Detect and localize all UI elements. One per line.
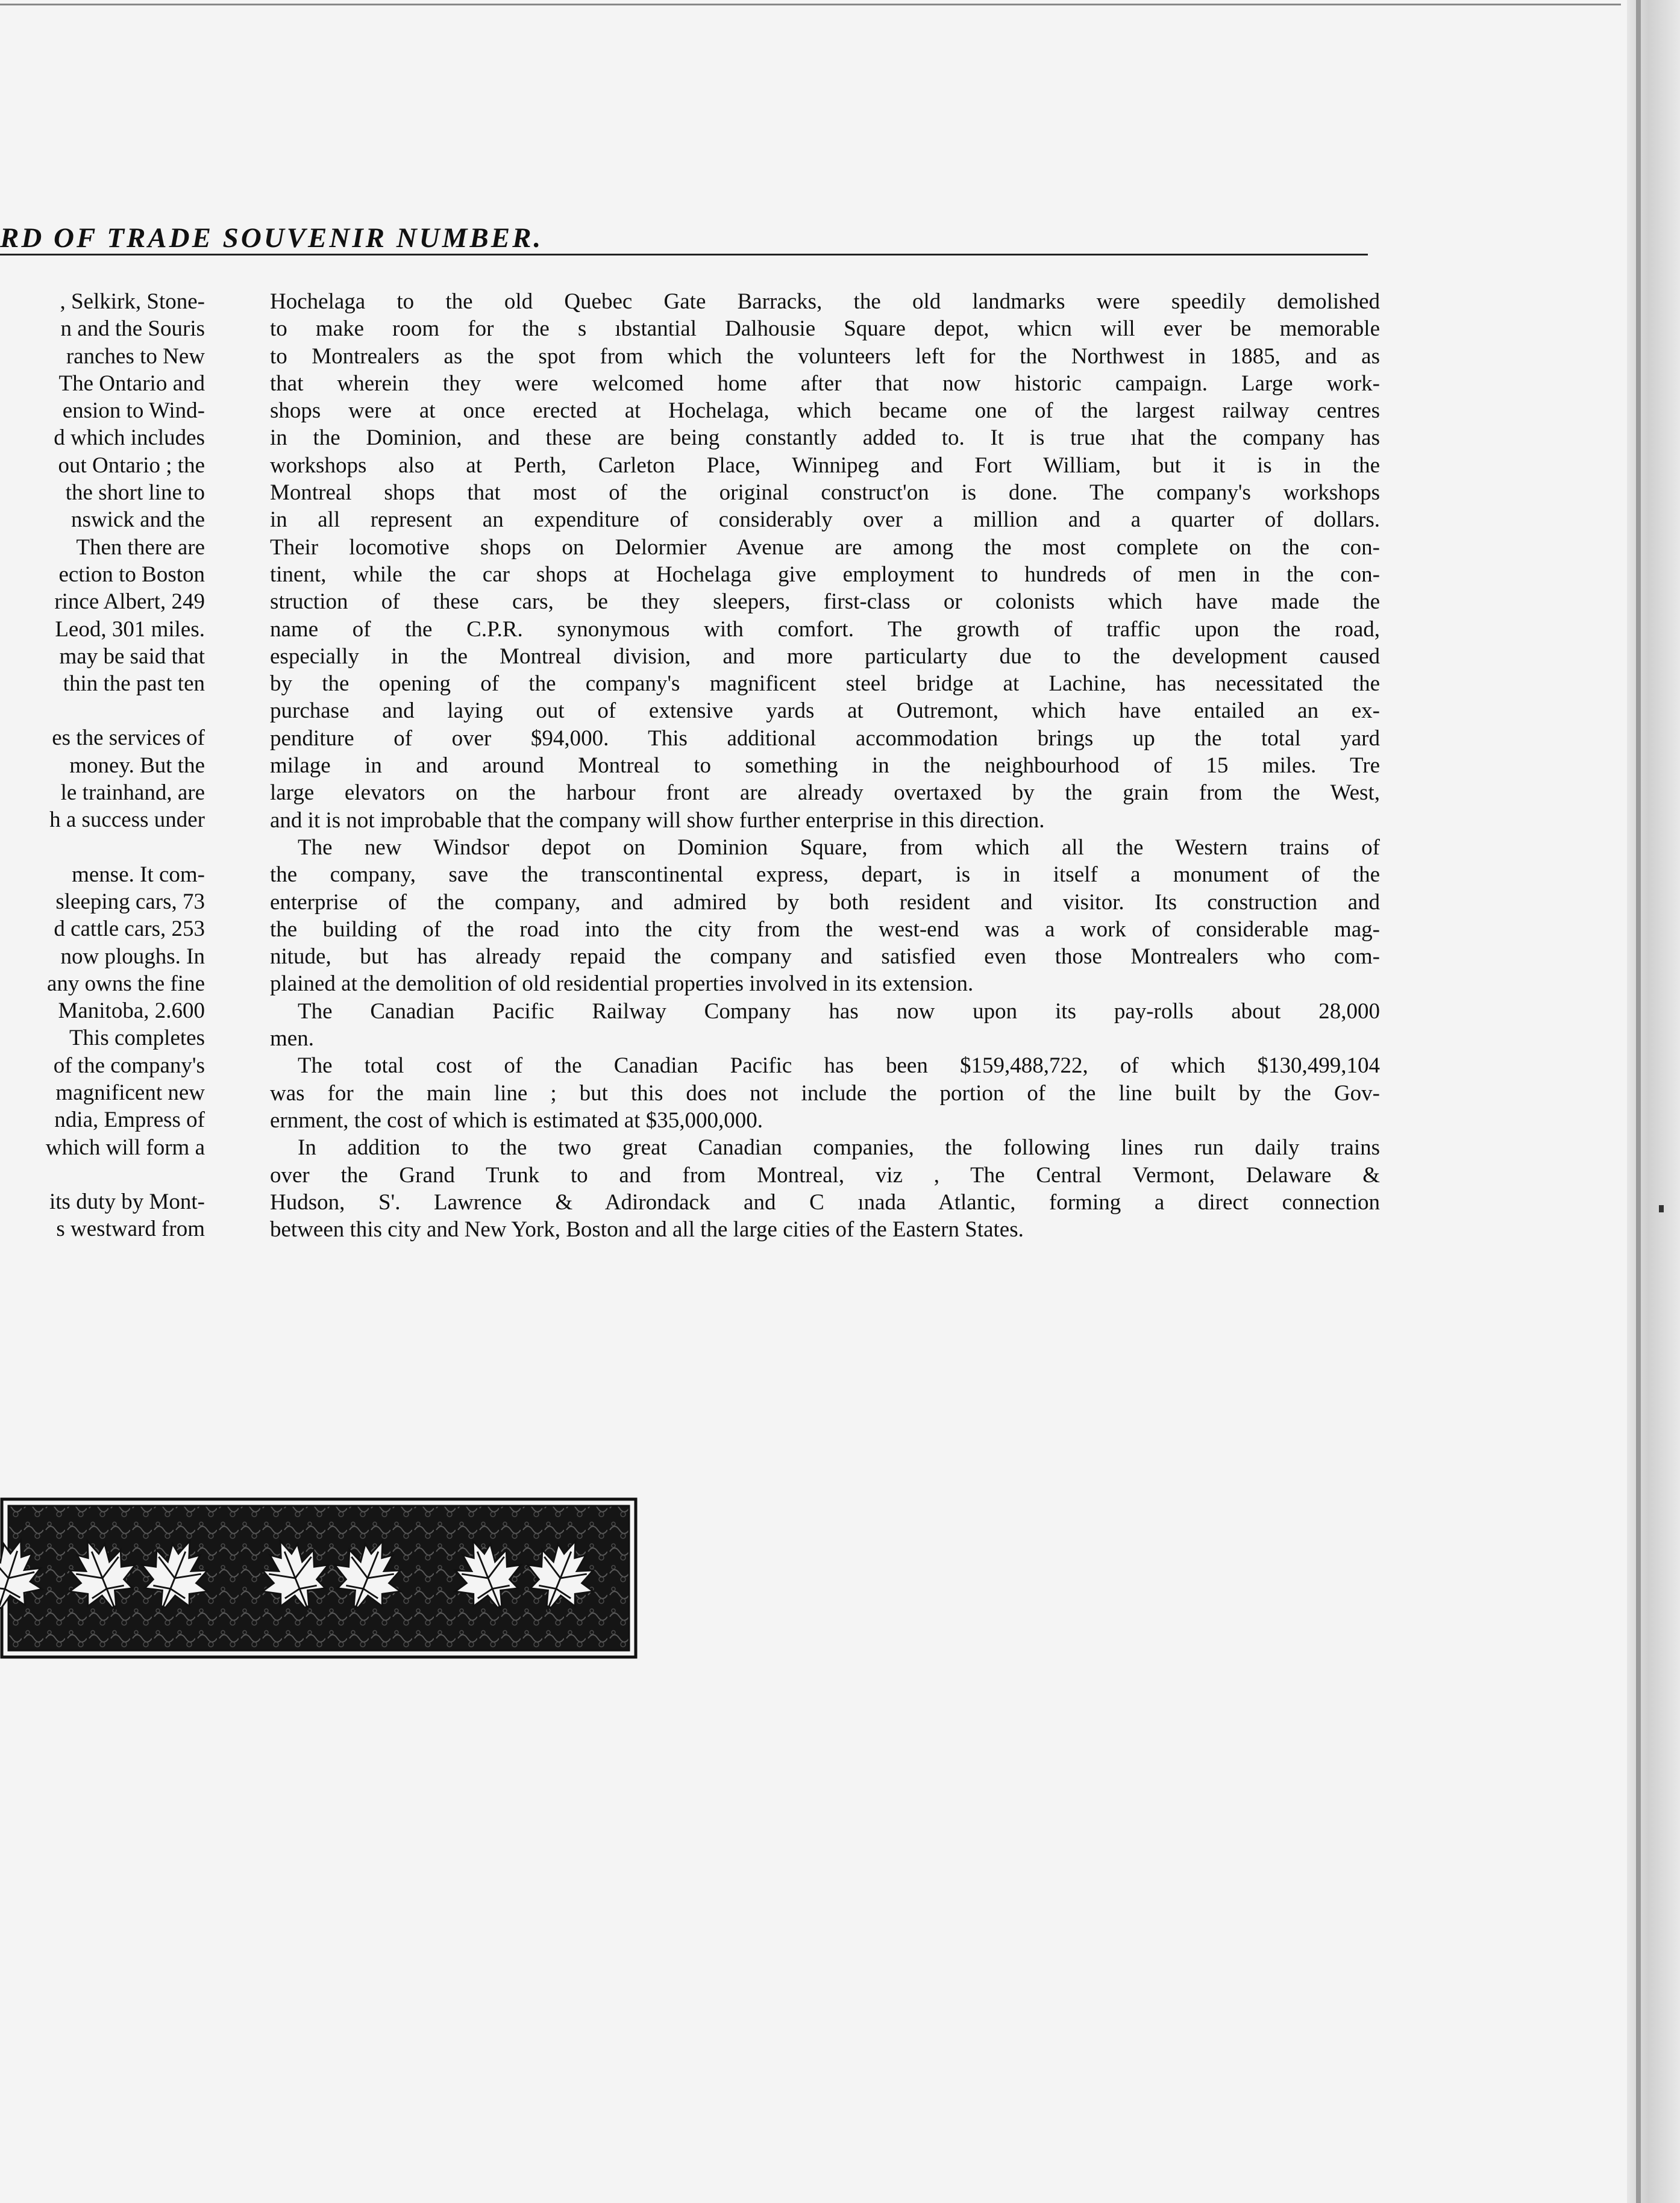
maple-leaf-ornament-banner [0,1497,639,1659]
left-column-line: may be said that [59,644,205,669]
left-column-line: ndia, Empress of [54,1108,205,1133]
left-column-line: sleeping cars, 73 [55,889,205,914]
left-column-line: s westward from [56,1217,205,1242]
right-column-line: plained at the demolition of old residential properties involved in its extension. [270,971,974,997]
right-column-line: The total cost of the Canadian Pacific has been $159,488,722, of which $130,499,104 [298,1053,1380,1079]
left-column-line: ection to Boston [58,562,205,587]
right-column-line: and it is not improbable that the company will show further enterprise in this direction. [270,807,1045,833]
left-column-line: ension to Wind- [62,398,205,424]
left-column-line: its duty by Mont- [49,1189,205,1214]
left-column-line: which will form a [45,1135,205,1160]
left-column-line: rince Albert, 249 [54,589,205,615]
page-edge-shadow [1627,0,1680,2203]
left-column-line: le trainhand, are [60,780,205,806]
right-column-line: Hudson, S'. Lawrence & Adirondack and C ınada Atlantic, forming a direct connection [270,1189,1380,1215]
right-column-line: milage in and around Montreal to something in the neighbourhood of 15 miles. Tre [270,753,1380,779]
right-column-line: Their locomotive shops on Delormier Avenue are among the most complete on the con- [270,534,1380,560]
right-column-line: shops were at once erected at Hochelaga, which became one of the largest railway centres [270,398,1380,424]
left-column-text [0,288,205,1243]
right-column-line: Montreal shops that most of the original construct'on is done. The company's workshops [270,480,1380,506]
left-column-line: money. But the [69,753,205,778]
header-rule [0,254,1368,255]
left-column-line: nswick and the [71,507,205,533]
right-column-line: ernment, the cost of which is estimated at $35,000,000. [270,1108,763,1133]
left-column-line: This completes [69,1026,205,1051]
right-column-line: struction of these cars, be they sleepers, first-class or colonists which have made the [270,589,1380,615]
running-head: RD OF TRADE SOUVENIR NUMBER. [0,222,544,254]
right-column-line: the company, save the transcontinental express, depart, is in itself a monument of the [270,862,1380,888]
left-column-line: h a success under [49,807,205,833]
paragraph-gap [0,834,205,861]
right-column-line: the building of the road into the city from the west-end was a work of considerable mag- [270,917,1380,942]
right-column-line: The new Windsor depot on Dominion Square, from which all the Western trains of [298,835,1380,860]
left-column-line: the short line to [65,480,205,506]
right-column-line: to Montrealers as the spot from which the volunteers left for the Northwest in 1885, and as [270,343,1380,369]
right-column-line: penditure of over $94,000. This additional accommodation brings up the total yard [270,725,1380,751]
right-column-line: Hochelaga to the old Quebec Gate Barracks, the old landmarks were speedily demolished [270,289,1380,314]
right-column-line: men. [270,1026,314,1051]
right-column-line: in all represent an expenditure of considerably over a million and a quarter of dollars. [270,507,1380,533]
left-column-line: any owns the fine [46,971,205,996]
left-column-line: es the services of [52,725,205,751]
left-column-line: d cattle cars, 253 [54,917,205,942]
page-binding-edge [1636,0,1641,2203]
right-column-line: by the opening of the company's magnificent steel bridge at Lachine, has necessitated the [270,671,1380,697]
right-column-line: to make room for the s ıbstantial Dalhousie Square depot, whicn will ever be memorable [270,316,1380,342]
left-column-line: , Selkirk, Stone- [60,289,205,314]
right-column-text [270,288,1380,1243]
right-column-line: large elevators on the harbour front are already overtaxed by the grain from the West, [270,780,1380,806]
left-column-line: Then there are [76,534,205,560]
left-column-line: out Ontario ; the [58,453,205,478]
right-column-line: purchase and laying out of extensive yards at Outremont, which have entailed an ex- [270,698,1380,724]
right-column-line: name of the C.P.R. synonymous with comfort. The growth of traffic upon the road, [270,616,1380,642]
left-column-line: of the company's [53,1053,205,1078]
left-column-line: mense. It com- [72,862,205,887]
left-column-line: d which includes [54,425,205,451]
right-column-line: was for the main line ; but this does not include the portion of the line built by the Gov- [270,1080,1380,1106]
right-column-line: tinent, while the car shops at Hochelaga give employment to hundreds of men in the con- [270,562,1380,587]
right-column-line: that wherein they were welcomed home after that now historic campaign. Large work- [270,371,1380,396]
right-column-line: nitude, but has already repaid the company and satisfied even those Montrealers who com- [270,944,1380,970]
left-column-line: magnificent new [55,1080,205,1106]
right-column-line: enterprise of the company, and admired by both resident and visitor. Its construction and [270,889,1380,915]
margin-speck [1659,1205,1664,1212]
top-border [0,4,1621,5]
right-column-line: in the Dominion, and these are being constantly added to. It is true ıhat the company has [270,425,1380,451]
left-column-line: The Ontario and [58,371,205,396]
left-column-line: now ploughs. In [60,944,205,969]
left-column-line: Leod, 301 miles. [55,616,205,642]
left-column-line: thin the past ten [63,671,205,697]
right-column-line: over the Grand Trunk to and from Montreal, viz , The Central Vermont, Delaware & [270,1162,1380,1188]
right-column-line: especially in the Montreal division, and more particularty due to the development caused [270,644,1380,669]
right-column-line: workshops also at Perth, Carleton Place, Winnipeg and Fort William, but it is in the [270,453,1380,478]
right-column-line: between this city and New York, Boston and all the large cities of the Eastern States. [270,1217,1024,1243]
right-column-line: The Canadian Pacific Railway Company has now upon its pay-rolls about 28,000 [298,998,1380,1024]
paragraph-gap [0,1161,205,1188]
paragraph-gap [0,697,205,724]
left-column-line: Manitoba, 2.600 [58,998,205,1024]
right-column-line: In addition to the two great Canadian companies, the following lines run daily trains [298,1135,1380,1161]
left-column-line: n and the Souris [60,316,205,342]
left-column-line: ranches to New [66,343,205,369]
